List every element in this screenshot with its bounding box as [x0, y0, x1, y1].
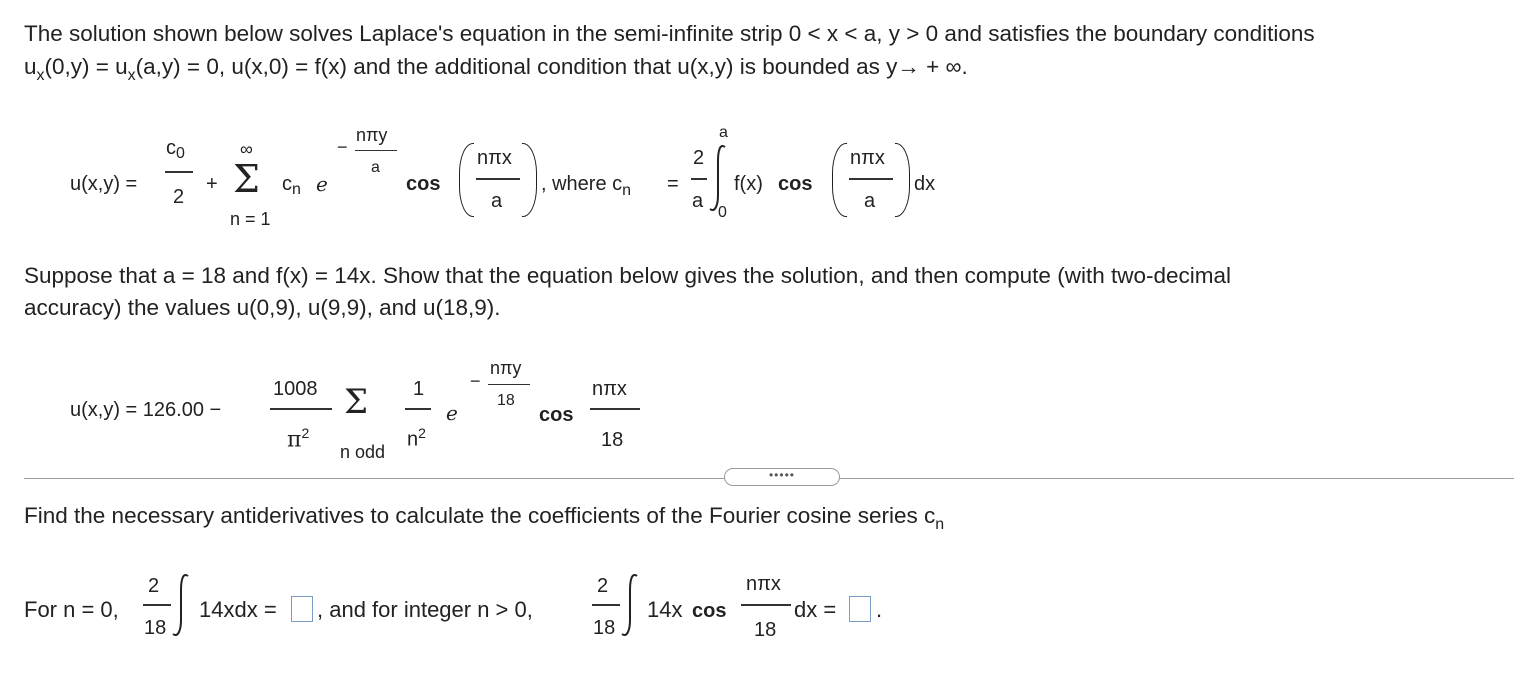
- cos-arg-numerator: nπx: [477, 147, 512, 169]
- ux-symbol: u: [24, 54, 37, 79]
- sigma-icon-2: Σ: [344, 382, 369, 422]
- cn-coef-denominator: a: [692, 190, 704, 212]
- cos-arg2-fraction-bar: [849, 178, 893, 180]
- integral-upper-limit: a: [719, 124, 728, 141]
- exp-fraction-bar: [355, 150, 397, 151]
- bc-text-2: (a,y) = 0, u(x,0) = f(x) and the additional condition that u(x,y) is bounded as y→ + ∞.: [135, 54, 968, 79]
- cos-function-3: cos: [539, 404, 574, 426]
- fx-symbol: f(x): [734, 173, 763, 195]
- answer-input-n[interactable]: [849, 596, 871, 622]
- specific-problem-line-2: accuracy) the values u(0,9), u(9,9), and u(18,9).: [24, 295, 501, 320]
- sigma-icon: Σ: [233, 157, 260, 201]
- exp-e-2: e: [446, 401, 458, 425]
- sum-lower-limit: n = 1: [230, 209, 271, 229]
- formula1-lhs: u(x,y) =: [70, 173, 138, 195]
- integrand-1: 14xdx =: [199, 597, 277, 622]
- period: .: [876, 597, 883, 622]
- n0-coef-bar: [143, 604, 171, 606]
- exp2-fraction-bar: [488, 384, 530, 385]
- problem-statement-line-2: [24, 51, 968, 86]
- c0-denominator: 2: [173, 186, 185, 208]
- one-over-nsq-bar: [405, 408, 431, 410]
- instruction-text: Find the necessary antiderivatives to calculate the coefficients of the Fourier cosine series $c_n$: [24, 503, 945, 533]
- n-coef-denominator: 18: [593, 617, 616, 639]
- cos-arg2-denominator: a: [864, 190, 876, 212]
- cos4-arg-bar: [741, 604, 791, 606]
- n-coef-bar: [592, 604, 620, 606]
- cos3-arg-numerator: nπx: [592, 378, 627, 400]
- exp-denominator: a: [371, 159, 380, 176]
- ux-subscript-2: x: [127, 67, 136, 84]
- equals-sign: =: [667, 173, 679, 195]
- bc-text-1: (0,y) = u: [44, 54, 128, 79]
- exp2-denominator: 18: [497, 392, 515, 409]
- answer-input-n0[interactable]: [291, 596, 313, 622]
- formula2-lhs: u(x,y) = 126.00 −: [70, 399, 222, 421]
- integral-icon: [707, 143, 731, 213]
- cn-symbol: $c_n$: [282, 173, 301, 198]
- integrand-2: 14x: [647, 597, 683, 622]
- exp2-minus: −: [470, 371, 481, 391]
- cos-function-4: cos: [692, 600, 727, 622]
- left-paren-icon-2: [832, 143, 847, 217]
- cos3-arg-denominator: 18: [601, 429, 624, 451]
- right-paren-icon: [522, 143, 537, 217]
- one-numerator: 1: [413, 378, 425, 400]
- n-coef-numerator: 2: [597, 575, 609, 597]
- cn-coef-fraction-bar: [691, 178, 707, 180]
- exp-numerator: nπy: [356, 125, 388, 145]
- problem-statement-line-1: The solution shown below solves Laplace's equation in the semi-infinite strip 0 < x < a, y > 0 and satisfies the boundary conditions: [24, 21, 1315, 46]
- exp2-numerator: nπy: [490, 358, 522, 378]
- cos-function: cos: [406, 173, 441, 195]
- n-squared: $n^2$: [407, 425, 426, 451]
- cn-coef-numerator: 2: [693, 147, 705, 169]
- right-paren-icon-2: [895, 143, 910, 217]
- n0-coef-numerator: 2: [148, 575, 160, 597]
- exp-e: e: [316, 172, 328, 196]
- n0-coef-denominator: 18: [144, 617, 167, 639]
- integral-icon-3: [619, 572, 643, 638]
- cos3-arg-fraction-bar: [590, 408, 640, 410]
- cos-function-2: cos: [778, 173, 813, 195]
- sum-odd-label: n odd: [340, 442, 386, 462]
- integral-icon-2: [170, 572, 194, 638]
- cos-arg-fraction-bar: [476, 178, 520, 180]
- cos-arg-denominator: a: [491, 190, 503, 212]
- c0-fraction-bar: [165, 171, 193, 173]
- integral-lower-limit: 0: [718, 204, 727, 221]
- specific-problem-line-1: Suppose that a = 18 and f(x) = 14x. Show that the equation below gives the solution, and then compute (with two-decimal: [24, 263, 1231, 288]
- show-more-button[interactable]: •••••: [724, 468, 840, 486]
- coef-numerator: 1008: [273, 378, 318, 400]
- pi-squared: $\pi^2$: [287, 425, 310, 453]
- ux-subscript: x: [36, 67, 45, 84]
- infinity-upper-limit: ∞: [240, 139, 253, 159]
- cos4-arg-numerator: nπx: [746, 573, 781, 595]
- exp-minus: −: [337, 137, 348, 157]
- dx-symbol: dx: [914, 173, 936, 195]
- plus-sign: +: [206, 173, 218, 195]
- c0-symbol: $c_0$: [166, 137, 185, 162]
- and-for-n-text: , and for integer n > 0,: [317, 597, 533, 622]
- where-text: , where $c_n$: [541, 173, 632, 199]
- coef-fraction-bar: [270, 408, 332, 410]
- dx-equals: dx =: [794, 597, 837, 622]
- left-paren-icon: [459, 143, 474, 217]
- cos-arg2-numerator: nπx: [850, 147, 885, 169]
- for-n0-label: For n = 0,: [24, 597, 119, 622]
- cos4-arg-denominator: 18: [754, 619, 777, 641]
